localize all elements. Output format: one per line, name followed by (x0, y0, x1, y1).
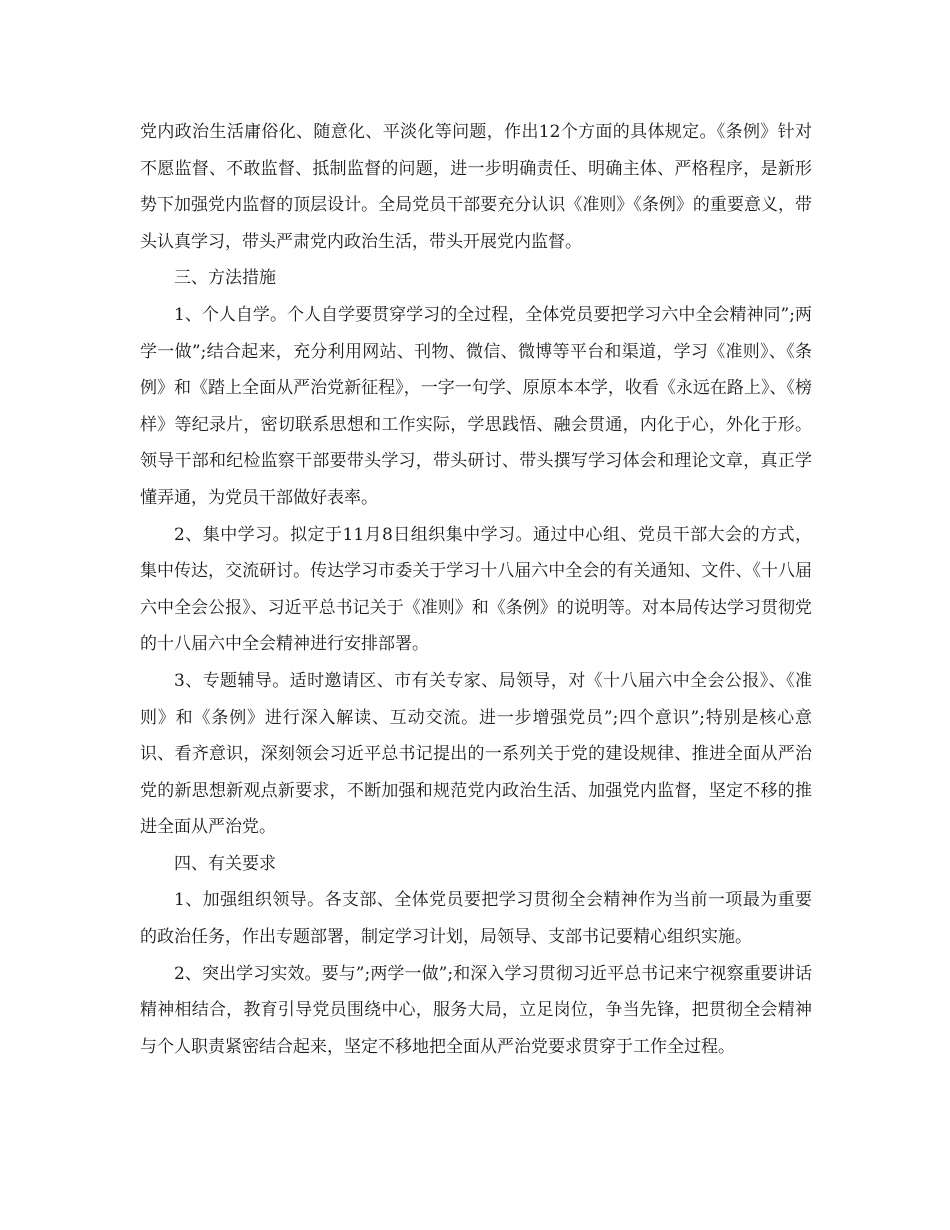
document-body (140, 114, 812, 1065)
paragraph-group-study: 2、集中学习。拟定于11月8日组织集中学习。通过中心组、党员干部大会的方式，集中传达，交流研讨。传达学习市委关于学习十八届六中全会的有关通知、文件、《十八届六中全会公报》、习近平总书记关于《准则》和《条例》的说明等。对本局传达学习贯彻党的十八届六中全会精神进行安排部署。 (140, 524, 812, 655)
section-heading-requirements: 四、有关要求 (174, 853, 276, 874)
paragraph-self-study: 1、个人自学。个人自学要贯穿学习的全过程，全体党员要把学习六中全会精神同”;两学一做”;结合起来，充分利用网站、刊物、微信、微博等平台和渠道，学习《准则》、《条例》和《踏上全面从严治党新征程》，一字一句学、原原本本学，收看《永远在路上》、《榜样》等纪录片，密切联系思想和工作实际，学思践悟、融会贯通，内化于心，外化于形。领导干部和纪检监察干部要带头学习，带头研讨、带头撰写学习体会和理论文章，真正学懂弄通，为党员干部做好表率。 (140, 304, 812, 508)
paragraph-leadership: 1、加强组织领导。各支部、全体党员要把学习贯彻全会精神作为当前一项最为重要的政治任务，作出专题部署，制定学习计划，局领导、支部书记要精心组织实施。 (140, 890, 812, 948)
section-heading-methods: 三、方法措施 (174, 268, 276, 289)
paragraph-continuation: 党内政治生活庸俗化、随意化、平淡化等问题，作出12个方面的具体规定。《条例》针对不愿监督、不敢监督、抵制监督的问题，进一步明确责任、明确主体、严格程序，是新形势下加强党内监督的顶层设计。全局党员干部要充分认识《准则》《条例》的重要意义，带头认真学习，带头严肃党内政治生活，带头开展党内监督。 (140, 122, 812, 252)
paragraph-special-tutoring: 3、专题辅导。适时邀请区、市有关专家、局领导，对《十八届六中全会公报》、《准则》和《条例》进行深入解读、互动交流。进一步增强党员”;四个意识”;特别是核心意识、看齐意识，深刻领会习近平总书记提出的一系列关于党的建设规律、推进全面从严治党的新思想新观点新要求，不断加强和规范党内政治生活、加强党内监督，坚定不移的推进全面从严治党。 (140, 670, 812, 838)
paragraph-effectiveness: 2、突出学习实效。要与”;两学一做”;和深入学习贯彻习近平总书记来宁视察重要讲话精神相结合，教育引导党员围绕中心，服务大局，立足岗位，争当先锋，把贯彻全会精神与个人职责紧密结合起来，坚定不移地把全面从严治党要求贯穿于工作全过程。 (140, 963, 812, 1057)
